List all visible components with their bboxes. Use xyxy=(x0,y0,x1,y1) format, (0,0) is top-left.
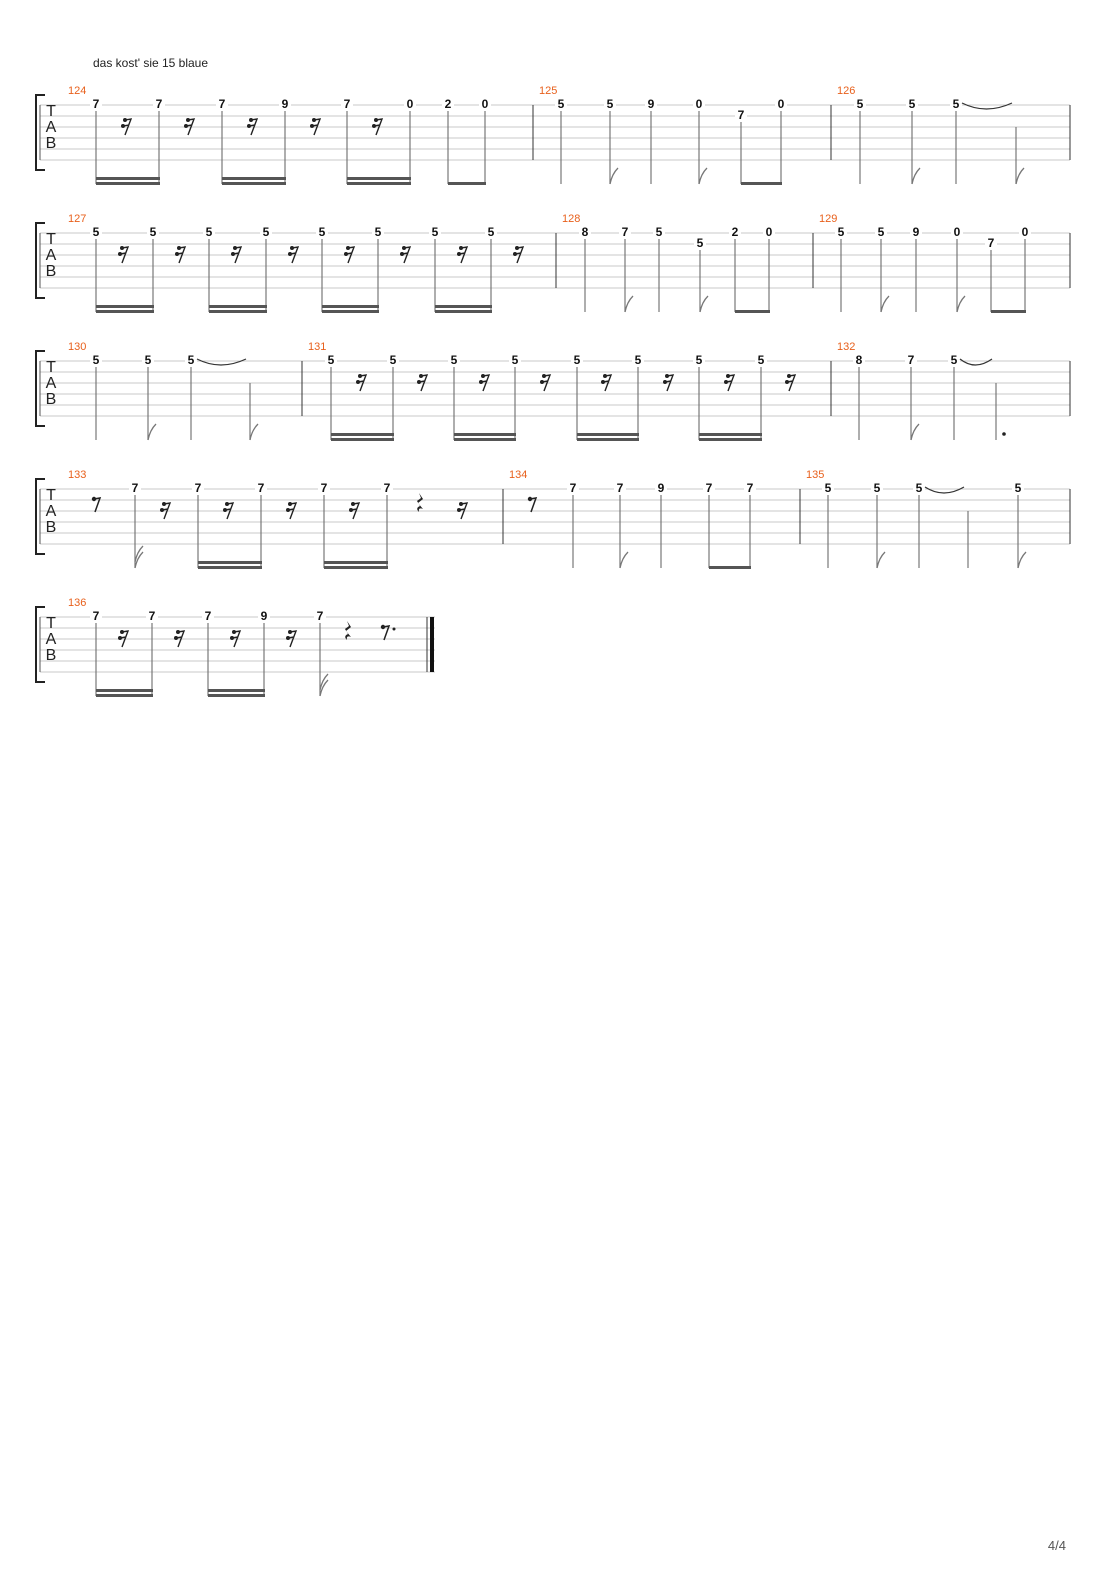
beam xyxy=(699,438,762,441)
beam-secondary xyxy=(96,689,153,692)
fret-number: 5 xyxy=(696,236,704,250)
beam-secondary xyxy=(324,561,388,564)
fret-number: 0 xyxy=(695,97,703,111)
fret-number: 7 xyxy=(316,609,324,623)
tab-clef-letter: A xyxy=(45,631,57,648)
tab-clef-letter: A xyxy=(45,119,57,136)
beam-secondary xyxy=(322,305,379,308)
beam xyxy=(331,438,394,441)
fret-number: 5 xyxy=(511,353,519,367)
beam-secondary xyxy=(96,305,154,308)
beam xyxy=(991,310,1026,313)
fret-number: 5 xyxy=(856,97,864,111)
fret-number: 5 xyxy=(149,225,157,239)
fret-number: 5 xyxy=(634,353,642,367)
fret-number: 9 xyxy=(647,97,655,111)
fret-number: 7 xyxy=(194,481,202,495)
fret-number: 5 xyxy=(950,353,958,367)
fret-number: 5 xyxy=(952,97,960,111)
fret-number: 5 xyxy=(837,225,845,239)
measure-number: 129 xyxy=(819,213,838,225)
tab-system-2 xyxy=(0,208,1110,318)
beam xyxy=(198,566,262,569)
tab-clef-letter: T xyxy=(46,103,56,120)
tab-clef-letter: T xyxy=(46,231,56,248)
fret-number: 5 xyxy=(389,353,397,367)
tab-system-5 xyxy=(0,592,1110,702)
tie-arc xyxy=(925,487,964,493)
tab-clef-letter: A xyxy=(45,247,57,264)
beam xyxy=(324,566,388,569)
beam-secondary xyxy=(331,433,394,436)
rest-4 xyxy=(345,621,351,640)
beam-secondary xyxy=(577,433,639,436)
fret-number: 0 xyxy=(777,97,785,111)
fret-number: 7 xyxy=(621,225,629,239)
beam-secondary xyxy=(222,177,286,180)
rest-8 xyxy=(381,625,396,640)
note-flag xyxy=(881,296,889,312)
beam xyxy=(96,182,160,185)
fret-number: 5 xyxy=(431,225,439,239)
beam xyxy=(208,694,265,697)
fret-number: 8 xyxy=(855,353,863,367)
note-flag xyxy=(135,552,143,568)
fret-number: 5 xyxy=(1014,481,1022,495)
measure-number: 136 xyxy=(68,597,87,609)
fret-number: 5 xyxy=(327,353,335,367)
rest-8 xyxy=(92,497,100,512)
beam xyxy=(209,310,267,313)
lyric-text: das kost' sie 15 blaue xyxy=(93,56,209,70)
fret-number: 7 xyxy=(907,353,915,367)
fret-number: 7 xyxy=(569,481,577,495)
tab-clef-letter: B xyxy=(45,263,57,280)
final-barline-thick xyxy=(430,617,434,672)
measure-number: 131 xyxy=(308,341,327,353)
beam xyxy=(96,694,153,697)
note-flag xyxy=(620,552,628,568)
fret-number: 7 xyxy=(737,108,745,122)
tab-clef-letter: B xyxy=(45,647,57,664)
note-flag xyxy=(700,296,708,312)
note-flag xyxy=(250,424,258,440)
fret-number: 2 xyxy=(731,225,739,239)
beam-secondary xyxy=(208,689,265,692)
fret-number: 7 xyxy=(616,481,624,495)
fret-number: 7 xyxy=(92,97,100,111)
fret-number: 7 xyxy=(148,609,156,623)
beam xyxy=(577,438,639,441)
tie-arc xyxy=(197,359,246,365)
fret-number: 7 xyxy=(383,481,391,495)
tab-clef-letter: T xyxy=(46,359,56,376)
beam xyxy=(709,566,751,569)
beam xyxy=(735,310,770,313)
beam-secondary xyxy=(198,561,262,564)
fret-number: 5 xyxy=(915,481,923,495)
fret-number: 7 xyxy=(746,481,754,495)
fret-number: 0 xyxy=(481,97,489,111)
tab-clef-letter: B xyxy=(45,519,57,536)
page-number: 4/4 xyxy=(1047,1538,1066,1553)
measure-number: 126 xyxy=(837,85,856,97)
fret-number: 0 xyxy=(406,97,414,111)
fret-number: 5 xyxy=(573,353,581,367)
fret-number: 7 xyxy=(204,609,212,623)
fret-number: 5 xyxy=(757,353,765,367)
fret-number: 9 xyxy=(281,97,289,111)
tab-clef-letter: A xyxy=(45,503,57,520)
fret-number: 7 xyxy=(343,97,351,111)
fret-number: 8 xyxy=(581,225,589,239)
fret-number: 5 xyxy=(92,353,100,367)
tab-clef-letter: A xyxy=(45,375,57,392)
note-flag xyxy=(1016,168,1024,184)
fret-number: 5 xyxy=(374,225,382,239)
fret-number: 7 xyxy=(92,609,100,623)
beam-secondary xyxy=(347,177,411,180)
fret-number: 5 xyxy=(262,225,270,239)
beam xyxy=(741,182,782,185)
beam-secondary xyxy=(454,433,516,436)
rest-4 xyxy=(417,493,423,512)
tab-system-4 xyxy=(0,464,1110,574)
tab-clef-letter: B xyxy=(45,391,57,408)
fret-number: 5 xyxy=(318,225,326,239)
measure-number: 127 xyxy=(68,213,87,225)
beam xyxy=(96,310,154,313)
fret-number: 2 xyxy=(444,97,452,111)
fret-number: 7 xyxy=(257,481,265,495)
tab-clef-letter: B xyxy=(45,135,57,152)
beam xyxy=(448,182,486,185)
measure-number: 125 xyxy=(539,85,558,97)
beam-secondary xyxy=(96,177,160,180)
fret-number: 9 xyxy=(260,609,268,623)
note-flag xyxy=(957,296,965,312)
fret-number: 7 xyxy=(218,97,226,111)
fret-number: 5 xyxy=(205,225,213,239)
beam xyxy=(322,310,379,313)
note-flag xyxy=(877,552,885,568)
fret-number: 5 xyxy=(450,353,458,367)
fret-number: 7 xyxy=(705,481,713,495)
fret-number: 5 xyxy=(877,225,885,239)
measure-number: 132 xyxy=(837,341,856,353)
fret-number: 5 xyxy=(487,225,495,239)
note-flag xyxy=(320,680,328,696)
measure-number: 135 xyxy=(806,469,825,481)
beam xyxy=(435,310,492,313)
tie-arc xyxy=(960,359,992,365)
fret-number: 5 xyxy=(824,481,832,495)
beam-secondary xyxy=(209,305,267,308)
duration-dot xyxy=(1002,432,1006,436)
note-flag xyxy=(148,424,156,440)
tab-clef-letter: T xyxy=(46,615,56,632)
fret-number: 5 xyxy=(908,97,916,111)
fret-number: 5 xyxy=(695,353,703,367)
note-flag xyxy=(610,168,618,184)
fret-number: 5 xyxy=(557,97,565,111)
fret-number: 7 xyxy=(155,97,163,111)
fret-number: 7 xyxy=(131,481,139,495)
fret-number: 0 xyxy=(765,225,773,239)
fret-number: 5 xyxy=(606,97,614,111)
measure-number: 133 xyxy=(68,469,87,481)
note-flag xyxy=(1018,552,1026,568)
rest-8 xyxy=(528,497,536,512)
fret-number: 0 xyxy=(1021,225,1029,239)
beam-secondary xyxy=(699,433,762,436)
beam xyxy=(222,182,286,185)
tie-arc xyxy=(962,103,1012,109)
fret-number: 5 xyxy=(655,225,663,239)
fret-number: 0 xyxy=(953,225,961,239)
note-flag xyxy=(911,424,919,440)
fret-number: 7 xyxy=(320,481,328,495)
measure-number: 124 xyxy=(68,85,87,97)
measure-number: 134 xyxy=(509,469,528,481)
fret-number: 5 xyxy=(873,481,881,495)
measure-number: 128 xyxy=(562,213,581,225)
tab-system-1 xyxy=(0,80,1110,190)
note-flag xyxy=(912,168,920,184)
note-flag xyxy=(625,296,633,312)
beam-secondary xyxy=(435,305,492,308)
fret-number: 9 xyxy=(657,481,665,495)
beam xyxy=(454,438,516,441)
fret-number: 5 xyxy=(92,225,100,239)
fret-number: 5 xyxy=(187,353,195,367)
fret-number: 5 xyxy=(144,353,152,367)
tab-clef-letter: T xyxy=(46,487,56,504)
measure-number: 130 xyxy=(68,341,87,353)
tab-system-3 xyxy=(0,336,1110,446)
fret-number: 7 xyxy=(987,236,995,250)
note-flag xyxy=(699,168,707,184)
beam xyxy=(347,182,411,185)
fret-number: 9 xyxy=(912,225,920,239)
